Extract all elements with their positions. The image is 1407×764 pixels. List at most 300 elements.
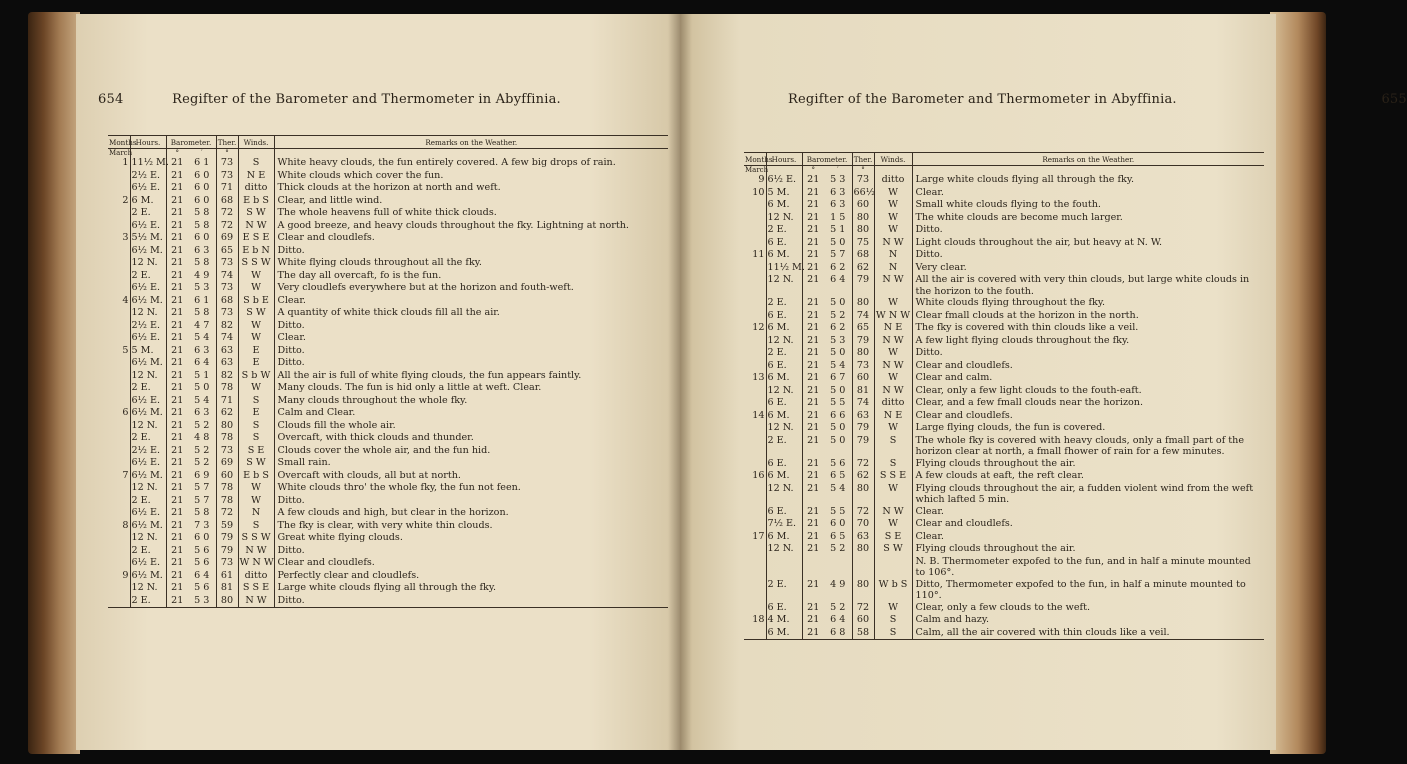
day-cell: 5: [108, 345, 130, 358]
hour-cell: 6 E.: [766, 360, 802, 373]
barometer-lines-cell: 6 1: [188, 157, 216, 170]
hour-cell: 6 M.: [766, 470, 802, 483]
table-row: [108, 357, 668, 370]
table-row: [744, 310, 1264, 323]
wind-cell: E: [238, 357, 274, 370]
hour-cell: 6½ M.: [130, 520, 166, 533]
minute-mark: ′: [188, 149, 216, 158]
wind-cell: S S W: [238, 532, 274, 545]
table-row: [744, 297, 1264, 310]
barometer-lines-cell: 5 3: [824, 335, 852, 348]
table-row: [108, 382, 668, 395]
remark-cell: Ditto.: [277, 244, 305, 256]
barometer-inches-cell: 21: [807, 482, 820, 494]
day-cell: [108, 332, 130, 345]
remark-cell: Calm and hazy.: [915, 614, 990, 625]
thermometer-cell: 62: [852, 262, 874, 275]
hour-cell: 12 N.: [130, 582, 166, 595]
thermometer-cell: 78: [216, 432, 238, 445]
table-row: [744, 322, 1264, 335]
day-cell: 3: [108, 232, 130, 245]
wind-cell: W N W: [875, 309, 911, 321]
thermometer-cell: 74: [852, 397, 874, 410]
thermometer-cell: 68: [216, 295, 238, 308]
table-row: [744, 199, 1264, 212]
remark-cell: Calm, all the air covered with thin clouds like a veil.: [915, 626, 1170, 638]
thermometer-cell: 65: [216, 245, 238, 258]
day-cell: [108, 170, 130, 183]
remark-cell: A few clouds and high, but clear in the horizon.: [277, 507, 509, 518]
wind-cell: W: [874, 483, 912, 506]
remark-cell: Very cloudlefs everywhere but at the horizon and fouth-weft.: [277, 282, 574, 293]
thermometer-cell: 73: [216, 307, 238, 320]
hour-cell: 6½ E.: [130, 395, 166, 408]
table-row: [744, 360, 1264, 373]
barometer-inches-cell: 21: [171, 432, 184, 443]
thermometer-cell: 66½: [853, 186, 876, 198]
hour-cell: 6 M.: [766, 249, 802, 262]
barometer-inches-cell: 21: [171, 282, 184, 293]
wind-cell: N: [874, 262, 912, 275]
thermometer-header: Ther.: [217, 137, 237, 147]
thermometer-cell: 80: [216, 595, 238, 608]
barometer-lines-cell: 5 8: [188, 507, 216, 520]
day-cell: [108, 182, 130, 195]
left-page-title: Regifter of the Barometer and Thermometer in Abyffinia.: [172, 92, 561, 107]
hour-cell: 6½ M.: [130, 295, 166, 308]
day-cell: [108, 445, 130, 458]
table-row: [744, 435, 1264, 458]
remark-cell: Clouds cover the whole air, and the fun hid.: [277, 444, 491, 456]
wind-cell: W: [874, 347, 912, 360]
table-row: [744, 627, 1264, 640]
table-row: [108, 495, 668, 508]
barometer-inches-cell: 21: [171, 219, 184, 231]
hour-cell: 6 E.: [766, 237, 802, 250]
barometer-inches-cell: 21: [171, 594, 184, 606]
thermometer-cell: 72: [852, 602, 874, 615]
barometer-inches-cell: 21: [171, 307, 184, 318]
thermometer-cell: 82: [216, 370, 238, 383]
remark-cell: Clear, and little wind.: [277, 194, 383, 206]
remark-cell: N. B. Thermometer expofed to the fun, and in half a minute mounted to 106°.: [915, 555, 1251, 578]
day-cell: [744, 579, 766, 602]
months-header: Months: [745, 154, 773, 164]
thermometer-cell: 69: [216, 457, 238, 470]
barometer-lines-cell: 5 7: [824, 249, 852, 262]
table-row: [108, 407, 668, 420]
thermometer-cell: 73: [852, 174, 874, 187]
day-cell: [744, 297, 766, 310]
remark-cell: Ditto.: [915, 249, 943, 260]
wind-cell: N E: [874, 410, 912, 423]
hour-cell: 6 M.: [766, 372, 802, 385]
table-row: [744, 614, 1264, 627]
barometer-inches-cell: 21: [807, 518, 820, 529]
table-row: [108, 482, 668, 495]
wind-cell: S b E: [238, 295, 274, 308]
table-row: [108, 170, 668, 183]
wind-cell: N W: [238, 595, 274, 608]
wind-cell: S: [874, 627, 912, 640]
barometer-inches-cell: 21: [171, 519, 184, 531]
barometer-inches-cell: 21: [807, 274, 820, 285]
table-row: [108, 545, 668, 558]
barometer-lines-cell: 5 5: [824, 397, 852, 410]
table-row: [744, 506, 1264, 519]
day-cell: [108, 595, 130, 608]
day-cell: [108, 270, 130, 283]
barometer-lines-cell: 5 4: [188, 332, 216, 345]
wind-cell: ditto: [874, 397, 912, 410]
remark-cell: White clouds thro' the whole fky, the fun not feen.: [277, 482, 521, 493]
hour-cell: 6½ E.: [130, 182, 166, 195]
hour-cell: 5½ M.: [130, 232, 166, 245]
barometer-inches-cell: 21: [171, 419, 184, 431]
thermometer-cell: 80: [216, 420, 238, 433]
remark-cell: Thick clouds at the horizon at north and weft.: [277, 182, 501, 193]
barometer-lines-cell: 5 6: [188, 545, 216, 558]
wind-cell: S E: [238, 445, 274, 458]
wind-cell: E S E: [238, 232, 274, 245]
thermometer-cell: 80: [852, 347, 874, 360]
barometer-inches-cell: 21: [807, 261, 820, 273]
remark-cell: The fky is clear, with very white thin clouds.: [277, 519, 493, 531]
barometer-inches-cell: 21: [807, 236, 820, 248]
barometer-inches-cell: 21: [807, 530, 820, 542]
wind-cell: W: [238, 332, 274, 345]
wind-cell: S: [238, 395, 274, 408]
left-page-number: 654: [98, 92, 124, 107]
day-cell: [744, 602, 766, 615]
table-row: [108, 445, 668, 458]
thermometer-cell: 73: [216, 170, 238, 183]
barometer-inches-cell: 21: [171, 232, 184, 243]
barometer-inches-cell: [802, 556, 824, 579]
hour-cell: 2 E.: [130, 207, 166, 220]
barometer-inches-cell: 21: [171, 157, 184, 168]
hour-cell: 2 E.: [130, 270, 166, 283]
remark-cell: Small rain.: [277, 457, 331, 468]
remark-cell: Great white flying clouds.: [277, 532, 403, 543]
wind-cell: S: [238, 420, 274, 433]
day-cell: [744, 506, 766, 519]
remark-cell: Clear and cloudlefs.: [915, 409, 1013, 421]
barometer-lines-cell: 5 3: [824, 174, 852, 187]
table-row: [744, 262, 1264, 275]
hour-cell: 2 E.: [766, 435, 802, 458]
table-row: [744, 274, 1264, 297]
thermometer-cell: 60: [852, 614, 874, 627]
table-row: [744, 422, 1264, 435]
barometer-inches-cell: 21: [171, 444, 184, 456]
remark-cell: Clouds fill the whole air.: [277, 419, 396, 431]
day-cell: [744, 274, 766, 297]
thermometer-cell: 68: [216, 195, 238, 208]
barometer-inches-cell: 21: [807, 322, 820, 333]
wind-cell: S S W: [238, 257, 274, 270]
wind-cell: E: [238, 407, 274, 420]
remark-cell: Clear and cloudlefs.: [277, 557, 375, 568]
thermometer-cell: 73: [216, 157, 238, 170]
barometer-lines-cell: 6 2: [824, 262, 852, 275]
wind-cell: E b S: [238, 195, 274, 208]
remark-cell: Clear, only a few clouds to the weft.: [915, 601, 1091, 613]
remark-cell: A quantity of white thick clouds fill all the air.: [277, 307, 500, 318]
thermometer-cell: 71: [216, 395, 238, 408]
thermometer-header: Ther.: [853, 154, 873, 164]
day-cell: [744, 360, 766, 373]
barometer-inches-cell: 21: [171, 557, 184, 568]
wind-cell: N W: [874, 360, 912, 373]
remark-cell: Many clouds. The fun is hid only a little at weft. Clear.: [277, 382, 542, 393]
hour-cell: 6½ E.: [130, 282, 166, 295]
barometer-lines-cell: 5 0: [824, 435, 852, 458]
wind-cell: S: [238, 157, 274, 170]
hour-cell: 6½ E.: [130, 557, 166, 570]
table-row: [108, 182, 668, 195]
day-cell: 8: [108, 520, 130, 533]
table-row: [108, 370, 668, 383]
hour-cell: 2½ E.: [130, 170, 166, 183]
day-cell: [744, 385, 766, 398]
table-row: [108, 470, 668, 483]
table-row: [108, 220, 668, 233]
table-row: [108, 307, 668, 320]
barometer-lines-cell: 5 0: [824, 385, 852, 398]
barometer-lines-cell: 6 3: [824, 199, 852, 212]
barometer-lines-cell: 6 3: [188, 245, 216, 258]
day-cell: [108, 482, 130, 495]
month-row: [744, 166, 1264, 175]
minute-mark: ′: [824, 166, 852, 175]
hour-cell: 11½ M.: [131, 157, 169, 168]
barometer-lines-cell: 5 1: [824, 224, 852, 237]
hour-cell: 2 E.: [130, 595, 166, 608]
wind-cell: N E: [874, 322, 912, 335]
remark-cell: Ditto.: [277, 494, 305, 506]
barometer-inches-cell: 21: [807, 397, 820, 408]
hour-cell: 2 E.: [130, 432, 166, 445]
barometer-inches-cell: 21: [171, 294, 184, 306]
day-cell: 12: [744, 322, 766, 335]
barometer-lines-cell: 6 7: [824, 372, 852, 385]
barometer-inches-cell: 21: [807, 309, 820, 321]
remark-cell: The whole heavens full of white thick clouds.: [277, 207, 497, 218]
hour-cell: 5 M.: [130, 345, 166, 358]
thermometer-cell: 71: [216, 182, 238, 195]
wind-cell: S W: [238, 307, 274, 320]
barometer-lines-cell: 5 4: [824, 483, 852, 506]
wind-cell: S: [874, 614, 912, 627]
wind-cell: ditto: [874, 174, 912, 187]
thermometer-cell: 79: [852, 335, 874, 348]
hour-cell: 2 E.: [130, 382, 166, 395]
remark-cell: Very clear.: [915, 261, 967, 273]
wind-cell: N W: [238, 220, 274, 233]
table-row: [744, 335, 1264, 348]
hour-cell: 6 M.: [766, 199, 802, 212]
barometer-lines-cell: 5 8: [188, 257, 216, 270]
degree-mark: °: [811, 166, 815, 174]
remark-cell: A good breeze, and heavy clouds throughout the fky. Lightning at north.: [277, 219, 629, 231]
barometer-inches-cell: 21: [807, 359, 820, 371]
day-cell: [108, 257, 130, 270]
barometer-lines-cell: 5 2: [188, 420, 216, 433]
thermometer-cell: 82: [216, 320, 238, 333]
thermometer-cell: 72: [216, 207, 238, 220]
thermometer-cell: 60: [852, 199, 874, 212]
remark-cell: Large flying clouds, the fun is covered.: [915, 422, 1106, 433]
table-row: [108, 432, 668, 445]
remark-cell: Clear.: [915, 530, 944, 542]
barometer-lines-cell: 5 0: [188, 382, 216, 395]
table-row: [744, 579, 1264, 602]
barometer-lines-cell: 5 3: [188, 282, 216, 295]
hour-cell: 6 E.: [766, 458, 802, 471]
hour-cell: 6½ E.: [130, 332, 166, 345]
hour-cell: 6 E.: [766, 397, 802, 410]
table-row: [108, 207, 668, 220]
barometer-lines-cell: 5 0: [824, 347, 852, 360]
book-edge-right: [1270, 12, 1326, 754]
wind-cell: W: [238, 282, 274, 295]
barometer-lines-cell: 5 0: [824, 237, 852, 250]
table-row: [744, 602, 1264, 615]
table-row: [744, 518, 1264, 531]
remark-cell: All the air is full of white flying clouds, the fun appears faintly.: [277, 369, 582, 381]
barometer-lines-cell: 6 6: [824, 410, 852, 423]
day-cell: [108, 395, 130, 408]
barometer-lines-cell: 5 0: [824, 297, 852, 310]
remark-cell: White flying clouds throughout all the fky.: [277, 257, 482, 268]
wind-cell: S W: [874, 543, 912, 556]
day-cell: 18: [744, 614, 766, 627]
barometer-lines-cell: 6 1: [188, 295, 216, 308]
thermometer-cell: 80: [852, 543, 874, 556]
remark-cell: Clear and calm.: [915, 372, 993, 383]
barometer-inches-cell: 21: [171, 394, 184, 406]
wind-cell: W: [238, 382, 274, 395]
table-row: [744, 458, 1264, 471]
left-register-table: [108, 135, 668, 608]
wind-cell: S S E: [238, 582, 274, 595]
barometer-lines-cell: 5 4: [824, 360, 852, 373]
hour-cell: 12 N.: [766, 422, 802, 435]
remark-cell: Ditto.: [915, 224, 943, 235]
table-row: [744, 531, 1264, 544]
barometer-lines-cell: 5 4: [188, 395, 216, 408]
table-row: [108, 332, 668, 345]
remark-cell: The white clouds are become much larger.: [915, 211, 1123, 223]
barometer-inches-cell: 21: [171, 257, 184, 268]
table-row: [108, 582, 668, 595]
day-cell: [108, 207, 130, 220]
day-cell: [744, 518, 766, 531]
thermometer-cell: 73: [216, 282, 238, 295]
remarks-mark-cell: [274, 149, 668, 158]
barometer-lines-cell: 6 5: [824, 531, 852, 544]
barometer-inches-cell: 21: [171, 357, 184, 368]
right-page-title: Regifter of the Barometer and Thermometer in Abyffinia.: [788, 92, 1177, 107]
day-cell: [108, 557, 130, 570]
thermometer-cell: 62: [216, 407, 238, 420]
day-cell: [744, 556, 766, 579]
wind-cell: ditto: [238, 182, 274, 195]
table-row: [744, 543, 1264, 556]
table-row: [108, 420, 668, 433]
wind-cell: N: [874, 249, 912, 262]
wind-cell: N: [238, 507, 274, 520]
barometer-inches-cell: 21: [171, 582, 184, 593]
barometer-inches-cell: 21: [171, 319, 184, 331]
hour-cell: 11½ M.: [767, 261, 805, 273]
barometer-inches-cell: 21: [807, 384, 820, 396]
day-cell: [744, 483, 766, 506]
day-cell: [108, 370, 130, 383]
thermometer-cell: 79: [216, 545, 238, 558]
thermometer-cell: 80: [852, 483, 874, 506]
barometer-inches-cell: 21: [807, 334, 820, 346]
hour-cell: 6½ M.: [130, 570, 166, 583]
hour-cell: 12 N.: [766, 483, 802, 506]
remark-cell: A few light flying clouds throughout the fky.: [915, 334, 1130, 346]
hour-cell: 12 N.: [766, 274, 802, 297]
wind-cell: W: [874, 187, 912, 200]
remark-cell: The day all overcaft, fo is the fun.: [277, 269, 442, 281]
day-cell: [744, 237, 766, 250]
wind-cell: W: [874, 297, 912, 310]
hour-cell: 6 M.: [130, 195, 166, 208]
barometer-inches-cell: 21: [171, 494, 184, 506]
table-row: [108, 157, 668, 170]
barometer-lines-cell: 6 4: [188, 570, 216, 583]
barometer-lines-cell: 6 0: [188, 232, 216, 245]
remark-cell: Clear, and a few fmall clouds near the horizon.: [915, 397, 1144, 408]
wind-cell: W: [874, 372, 912, 385]
thermometer-cell: 74: [852, 310, 874, 323]
day-cell: 13: [744, 372, 766, 385]
hours-mark-cell: [130, 149, 166, 158]
barometer-lines-cell: 6 3: [188, 345, 216, 358]
book-gutter: [668, 14, 692, 750]
wind-cell: S: [874, 458, 912, 471]
thermometer-cell: 68: [852, 249, 874, 262]
remarks-header: Remarks on the Weather.: [274, 136, 668, 149]
table-row: [108, 282, 668, 295]
remark-cell: Overcaft, with thick clouds and thunder.: [277, 432, 474, 443]
remark-cell: Overcaft with clouds, all but at north.: [277, 469, 461, 481]
thermometer-cell: 80: [852, 212, 874, 225]
remark-cell: Large white clouds flying all through the fky.: [277, 582, 497, 593]
wind-cell: W: [238, 270, 274, 283]
right-table-header-row: [744, 153, 1264, 166]
day-cell: [108, 545, 130, 558]
table-row: [744, 410, 1264, 423]
day-cell: 9: [108, 570, 130, 583]
table-row: [108, 520, 668, 533]
hour-cell: 2 E.: [766, 297, 802, 310]
wind-cell: W: [874, 199, 912, 212]
wind-cell: S W: [238, 457, 274, 470]
hour-cell: 6½ E.: [130, 507, 166, 520]
barometer-inches-cell: 21: [171, 469, 184, 481]
thermometer-cell: 79: [852, 422, 874, 435]
wind-cell: W: [874, 212, 912, 225]
barometer-inches-cell: 21: [171, 544, 184, 556]
remark-cell: The fky is covered with thin clouds like a veil.: [915, 322, 1139, 333]
wind-cell: S S E: [874, 470, 912, 483]
